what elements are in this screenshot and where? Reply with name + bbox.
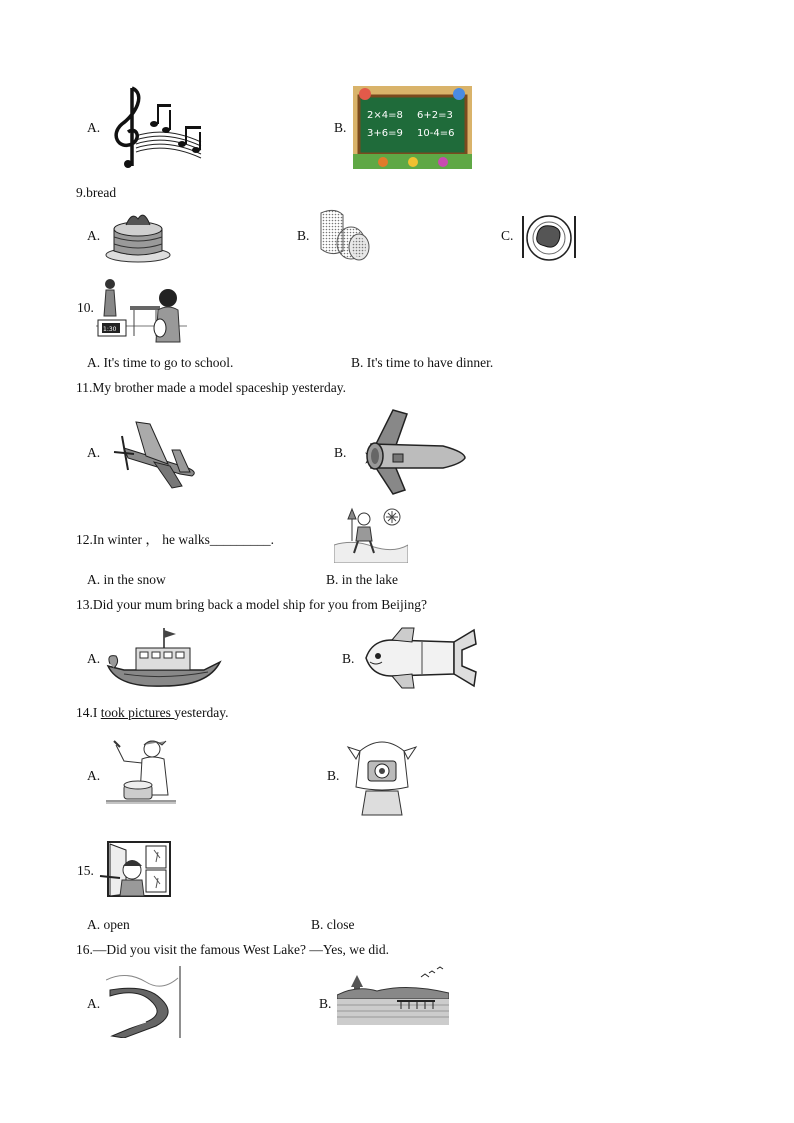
girl-making-cake-image [104,737,178,815]
q13-stem: 13.Did your mum bring back a model ship for you from Beijing? [76,597,427,612]
q16-option-b-label: B. [319,996,332,1011]
q9-option-b-label: B. [297,228,310,243]
q14-underlined-phrase: took pictures [100,705,175,720]
q10-number: 10. [77,300,94,315]
q10-option-b: B. It's time to have dinner. [351,355,494,370]
board-eq-1: 2×4=8 [367,110,403,121]
q11-option-b-label: B. [334,445,347,460]
q10-option-a: A. It's time to go to school. [87,355,234,370]
boy-walking-snow-image [334,505,408,563]
kitchen-dinner-image [96,276,187,344]
music-notes-image [106,84,212,170]
girl-with-camera-image [346,737,418,817]
q14-option-b-label: B. [327,768,340,783]
clock-time: 1:30 [103,326,117,333]
q8-option-a-label: A. [87,120,101,135]
cake-image [104,207,172,263]
board-eq-4: 10-4=6 [417,128,455,139]
q12-option-a: A. in the snow [87,572,166,587]
west-lake-image [337,965,449,1025]
girl-at-window-image [98,840,173,898]
q16-stem: 16.—Did you visit the famous West Lake? —Yes, we did. [76,942,390,957]
q9-option-a-label: A. [87,228,101,243]
q13-option-a-label: A. [87,651,101,666]
q15-number: 15. [77,863,94,878]
board-eq-2: 6+2=3 [417,110,453,121]
q16-option-a-label: A. [87,996,101,1011]
q12-option-b: B. in the lake [326,572,398,587]
q14-stem: 14.I took pictures yesterday. [76,705,229,720]
q15-option-b: B. close [311,917,355,932]
rocket-image [362,624,478,690]
q11-stem: 11.My brother made a model spaceship yesterday. [76,380,347,395]
q12-stem: 12.In winter ， he walks_________. [76,532,274,547]
math-blackboard-image [353,86,472,169]
q11-option-a-label: A. [87,445,101,460]
great-wall-image [106,966,181,1038]
propeller-airplane-image [106,414,204,490]
board-eq-3: 3+6=9 [367,128,403,139]
q8-option-b-label: B. [334,120,347,135]
q9-option-c-label: C. [501,228,514,243]
q13-option-b-label: B. [342,651,355,666]
q14-option-a-label: A. [87,768,101,783]
model-ship-image [104,626,224,690]
q15-option-a: A. open [87,917,130,932]
bread-loaf-image [313,207,371,265]
meat-plate-image [519,208,579,264]
q12-answer-blank: _________ [209,532,271,547]
q9-stem: 9.bread [76,185,117,200]
spaceship-image [353,404,467,497]
